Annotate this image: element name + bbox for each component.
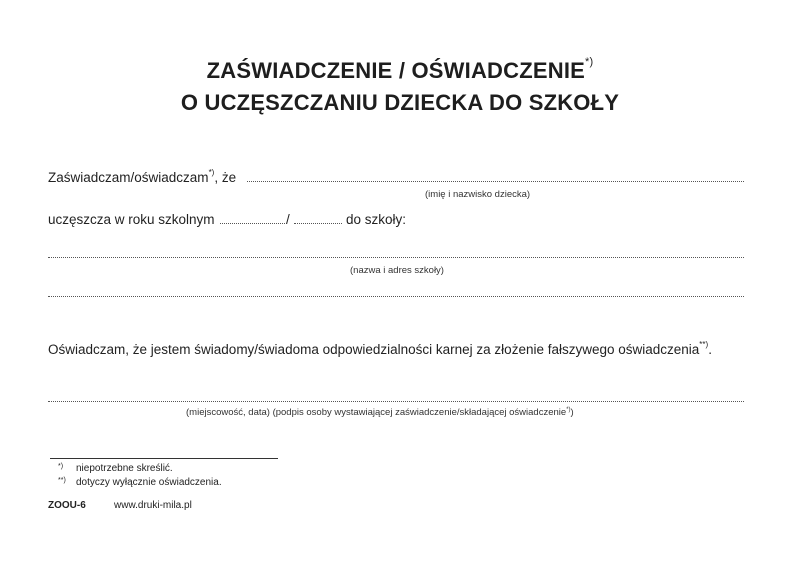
child-name-field[interactable] — [247, 180, 744, 182]
document-title-line-1 — [0, 58, 800, 84]
certify-label-text: Zaświadczam/oświadczam — [48, 170, 209, 185]
signature-caption-end: ) — [570, 407, 574, 418]
footnote-1-text: niepotrzebne skreślić. — [76, 463, 173, 474]
child-name-caption: (imię i nazwisko dziecka) — [425, 189, 531, 200]
footnote-1-mark: *) — [58, 463, 64, 470]
certify-footnote-mark: *) — [208, 168, 215, 177]
to-school-label: do szkoły: — [346, 212, 407, 227]
declaration-text — [48, 342, 712, 357]
school-year-prefix: uczęszcza w roku szkolnym — [48, 212, 215, 227]
footnote-2-mark: **) — [58, 477, 66, 484]
declaration-body: Oświadczam, że jestem świadomy/świadoma odpowiedzialności karnej za złożenie fałszywego oświadczenia — [48, 342, 700, 357]
declaration-period: . — [708, 342, 712, 357]
form-code: ZOOU-6 — [48, 500, 86, 511]
signature-caption — [186, 407, 574, 418]
signature-caption-text: (miejscowość, data) (podpis osoby wystawiającej zaświadczenie/składającej oświadczenie — [186, 407, 567, 418]
signature-field[interactable] — [48, 400, 744, 402]
footnote-divider — [50, 458, 278, 459]
school-year-slash: / — [286, 212, 290, 227]
document-title-line-2 — [0, 90, 800, 116]
footnote-2-text: dotyczy wyłącznie oświadczenia. — [76, 477, 222, 488]
declaration-footnote-mark: **) — [699, 340, 709, 349]
school-year-label — [48, 212, 215, 227]
school-name-caption: (nazwa i adres szkoły) — [350, 265, 444, 276]
title-footnote-mark: *) — [585, 56, 594, 68]
title-text-2: O UCZĘSZCZANIU DZIECKA DO SZKOŁY — [180, 90, 620, 115]
school-name-field[interactable] — [48, 256, 744, 258]
footnote-2 — [58, 477, 222, 488]
certify-label-suffix: , że — [214, 170, 237, 185]
school-address-field[interactable] — [48, 295, 744, 297]
school-year-end-field[interactable] — [294, 222, 342, 224]
footnote-1 — [58, 463, 173, 474]
signature-caption-mark: *) — [566, 407, 571, 413]
school-year-start-field[interactable] — [220, 222, 285, 224]
website-link[interactable]: www.druki-mila.pl — [114, 500, 192, 511]
title-text-1: ZAŚWIADCZENIE / OŚWIADCZENIE — [206, 58, 586, 83]
certify-label — [48, 170, 236, 185]
